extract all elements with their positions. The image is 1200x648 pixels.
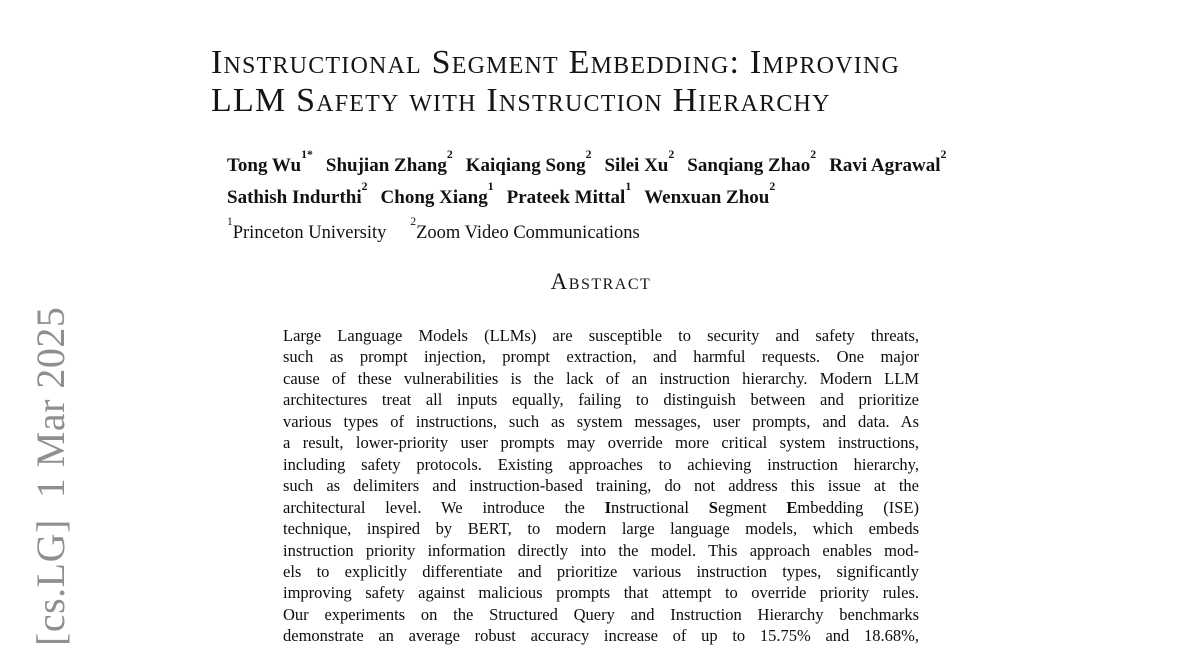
author-name: Kaiqiang Song$^2$ — [465, 147, 592, 177]
author-affiliation-sup: 2 — [585, 147, 592, 161]
abstract-line: such as delimiters and instruction-based training, do not address this issue at the — [283, 476, 919, 496]
author-affiliation-sup: 1 — [487, 179, 494, 193]
abstract-heading: Abstract — [550, 269, 652, 294]
abstract-line: a result, lower-priority user prompts may override more critical system instructions, — [283, 433, 919, 453]
abstract-line: cause of these vulnerabilities is the lack of an instruction hierarchy. Modern LLM — [283, 368, 919, 388]
author-affiliation-sup: 2 — [810, 147, 817, 161]
author-name: Sanqiang Zhao$^2$ — [687, 147, 817, 177]
affiliation-sup: 2 — [410, 215, 417, 228]
paper-title-line-1: Instructional Segment Embedding: Improving — [211, 44, 900, 81]
author-name: Sathish Indurthi$^2$ — [227, 179, 368, 209]
author-affiliation-sup: 2 — [769, 179, 776, 193]
affiliation-sup: 1 — [227, 215, 233, 228]
author-affiliation-sup: 2 — [940, 147, 947, 161]
author-line-2 — [227, 180, 1027, 212]
abstract-line: els to explicitly differentiate and prioritize various instruction types, significantly — [283, 561, 919, 581]
author-affiliation-sup: 2 — [446, 147, 453, 161]
abstract-line: demonstrate an average robust accuracy increase of up to 15.75% and 18.68%, — [283, 626, 919, 646]
abstract-line: technique, inspired by BERT, to modern large language models, which embeds — [283, 519, 919, 539]
author-affiliation-sup: 1* — [301, 147, 313, 161]
abstract-line: architectures treat all inputs equally, failing to distinguish between and prioritize — [283, 390, 919, 410]
affiliation: $^2$Zoom Video Communications — [410, 215, 640, 243]
paper-title — [211, 44, 900, 119]
abstract-line: various types of instructions, such as system messages, user prompts, and data. As — [283, 411, 919, 431]
author-affiliation-sup: 2 — [668, 147, 675, 161]
abstract-line: instruction priority information directly into the model. This approach enables mod- — [283, 540, 919, 560]
author-name: Shujian Zhang$^2$ — [325, 147, 453, 177]
abstract-line: including safety protocols. Existing approaches to achieving instruction hierarchy, — [283, 454, 919, 474]
abstract-line: such as prompt injection, prompt extraction, and harmful requests. One major — [283, 347, 919, 367]
abstract-line: Our experiments on the Structured Query and Instruction Hierarchy benchmarks — [283, 604, 919, 624]
paper-title-line-2: LLM Safety with Instruction Hierarchy — [211, 81, 831, 119]
affiliation: $^1$Princeton University — [227, 215, 387, 243]
abstract-body — [283, 325, 919, 647]
author-name: Prateek Mittal$^1$ — [506, 179, 632, 209]
author-affiliation-sup: 1 — [625, 179, 632, 193]
abstract-line: architectural level. We introduce the Instructional Segment Embedding (ISE) — [283, 497, 919, 517]
author-name: Chong Xiang$^1$ — [380, 179, 494, 209]
arxiv-watermark: [cs.LG] 1 Mar 2025 — [28, 306, 73, 646]
author-affiliation-sup: 2 — [361, 179, 368, 193]
author-name: Wenxuan Zhou$^2$ — [644, 179, 776, 209]
author-line-1 — [227, 148, 1027, 180]
abstract-line: improving safety against malicious prompts that attempt to override priority rules. — [283, 583, 919, 603]
abstract-line: Large Language Models (LLMs) are susceptible to security and safety threats, — [283, 326, 919, 345]
author-block — [227, 148, 1027, 246]
author-name: Silei Xu$^2$ — [604, 147, 675, 177]
affiliation-line — [227, 215, 1027, 247]
author-name: Tong Wu$^{1*}$ — [227, 147, 313, 177]
author-name: Ravi Agrawal$^2$ — [829, 147, 947, 177]
